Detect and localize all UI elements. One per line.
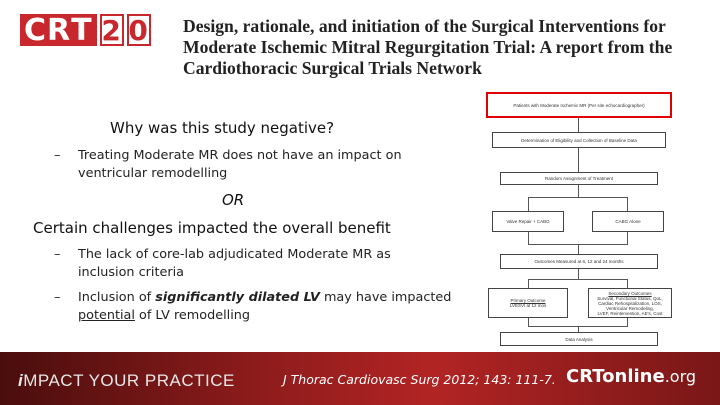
- bullet-dash: –: [54, 290, 61, 305]
- box-outcomes-measured: Outcomes Measured at 6, 12 and 24 months: [500, 254, 658, 269]
- logo-letter: C: [24, 12, 48, 48]
- impact-i: i: [18, 371, 24, 390]
- bullet-item: [54, 147, 402, 183]
- bullet-line: The lack of core-lab adjudicated Moderate MR as: [78, 247, 391, 262]
- emphasis-text: significantly dilated LV: [155, 290, 320, 305]
- secondary-outcome-line: Survival, Functional Status, QoL,: [597, 295, 663, 301]
- flow-connector: [627, 232, 628, 244]
- secondary-outcome-line: Cardiac Rehospitalization, LOS,: [598, 300, 662, 306]
- bullet-line: ventricular remodelling: [78, 166, 228, 181]
- impact-text: MPACT YOUR PRACTICE: [23, 371, 235, 390]
- box-secondary-outcomes: [588, 288, 672, 318]
- flow-connector: [528, 318, 529, 326]
- text-run: may have impacted: [319, 290, 452, 305]
- footer-bar: [0, 352, 720, 405]
- flow-connector: [528, 232, 529, 244]
- flow-connector: [627, 197, 628, 211]
- box-arm-cabg: CABG Alone: [592, 211, 664, 232]
- secondary-outcome-line: LVEF, Reintervention, AE's, Cost: [597, 310, 663, 316]
- challenge-heading: Certain challenges impacted the overall benefit: [33, 219, 391, 237]
- box-primary-outcome: [488, 288, 568, 318]
- flow-connector: [627, 279, 628, 288]
- crt20-logo: [20, 14, 151, 46]
- bullet-dash: –: [54, 247, 61, 262]
- flow-connector: [578, 269, 579, 279]
- primary-outcome-value: LVESVI at 12 mos: [509, 303, 547, 308]
- impact-tagline: [18, 371, 235, 391]
- logo-digit-0: 0: [128, 13, 149, 47]
- slide-title: Design, rationale, and initiation of the Surgical Interventions for Moderate Ischemic Mitral Regurgitation Trial: A report from the Cardiothoracic Surgical Trials Network: [183, 16, 673, 78]
- bullet-item: [54, 289, 452, 325]
- box-arm-repair: Valve Repair + CABG: [492, 211, 564, 232]
- secondary-outcomes-title: Secondary Outcomes: [608, 290, 652, 296]
- or-label: OR: [222, 191, 245, 209]
- crtonline-text: CRTonline: [566, 366, 665, 387]
- flow-connector: [627, 318, 628, 326]
- logo-digit-2: 2: [101, 13, 122, 47]
- journal-reference: J Thorac Cardiovasc Surg 2012; 143: 111-7.: [283, 372, 556, 387]
- trial-flowchart: [486, 92, 674, 350]
- bullet-item: [54, 246, 391, 282]
- flow-connector: [578, 117, 579, 132]
- flow-connector: [578, 185, 579, 197]
- text-run: Inclusion of: [78, 290, 156, 305]
- bullet-line: Treating Moderate MR does not have an impact on: [78, 148, 402, 163]
- flow-connector: [528, 197, 628, 198]
- bullet-line: inclusion criteria: [78, 265, 184, 280]
- bullet-dash: –: [54, 148, 61, 163]
- box-randomization: Random Assignment of Treatment: [500, 172, 658, 185]
- bullet-line: [78, 289, 451, 307]
- box-eligibility: Determination of Eligibility and Collection of Baseline Data: [492, 132, 666, 148]
- bullet-line: [78, 307, 451, 325]
- crtonline-logo: [566, 366, 696, 387]
- text-run: of LV remodelling: [134, 308, 250, 323]
- primary-outcome-title: Primary Outcome: [510, 298, 546, 303]
- logo-letter: R: [47, 12, 72, 48]
- flow-connector: [528, 197, 529, 211]
- logo-crt: [20, 14, 97, 46]
- secondary-outcome-line: Ventricular Remodeling,: [606, 305, 654, 311]
- flow-connector: [528, 279, 529, 288]
- logo-letter: T: [71, 12, 93, 48]
- box-patients: Patients with Moderate Ischemic MR (Per site echocardiographer): [486, 92, 672, 118]
- underlined-text: potential: [78, 308, 135, 323]
- flow-connector: [578, 244, 579, 254]
- question-heading: Why was this study negative?: [110, 119, 335, 137]
- crtonline-suffix: .org: [664, 367, 697, 386]
- flow-connector: [578, 148, 579, 172]
- box-data-analysis: Data Analysis: [500, 332, 658, 346]
- flow-connector: [528, 279, 628, 280]
